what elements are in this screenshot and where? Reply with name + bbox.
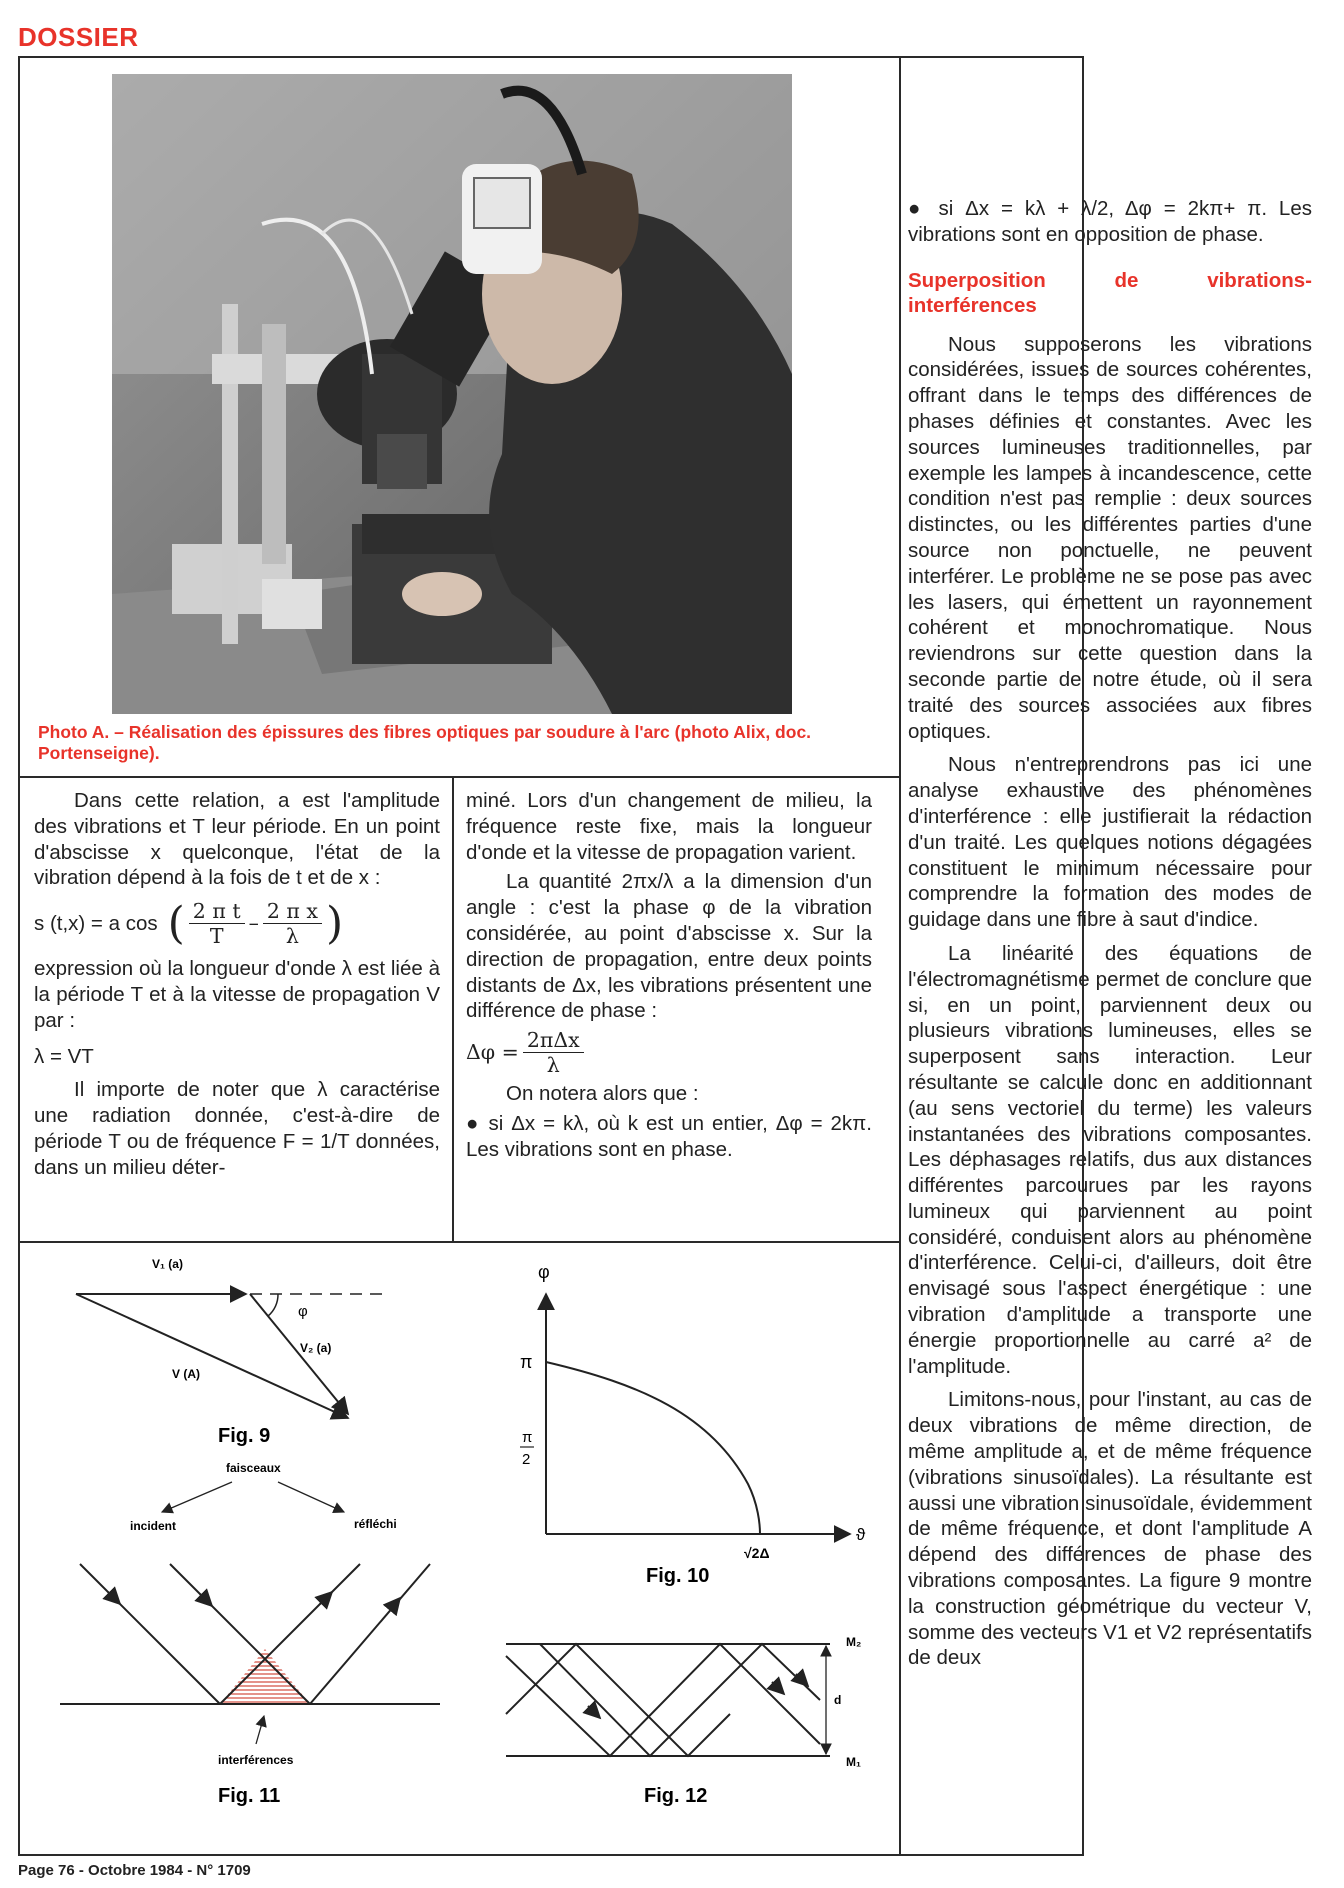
pointer-interferences [256,1716,264,1744]
figure-10 [520,1262,866,1587]
label-faisceaux: faisceaux [226,1461,281,1475]
column-divider-right [899,56,901,1856]
figure-11 [60,1461,440,1807]
paragraph: Nous supposerons les vibrations considérées, issues de sources cohérentes, offrant dans le temps des différences de phases définies et constantes. Avec les sources lumineuses traditionnelles, par exemple les lampes à incandescence, cette condition n'est pas remplie : deux sources distinctes, ou les différentes parties d'une source non ponctuelle, ne peuvent interférer. Le problème ne se pose pas avec les lasers, qui émettent un rayonnement cohérent et monochromatique. Nous reviendrons sur cette question dans la seconde partie de notre étude, où il sera traité des sources associées aux fibres optiques. [908,332,1312,743]
tick-pi-half-num: π [522,1429,533,1446]
equation-wave [34,899,440,948]
ray-arrow [200,1594,212,1606]
label-interferences: interférences [218,1753,294,1767]
interference-zone [220,1649,310,1704]
fig12-caption: Fig. 12 [644,1785,708,1807]
ray [80,1564,220,1704]
paragraph: On notera alors que : [506,1082,699,1106]
paragraph: Dans cette relation, a est l'amplitude des vibrations et T leur période. En un point d'abscisse x quelconque, l'état de la vibration dépend à la fois de t et de x : [34,789,440,890]
label-m2: M₂ [846,1635,862,1649]
equation-lhs: Δφ = [466,1039,519,1064]
pointer-incident [162,1482,232,1512]
column-2 [466,788,872,1163]
figure-12 [506,1635,861,1807]
column-divider-left [452,776,454,1242]
paragraph: Il importe de noter que λ caractérise une radiation donnée, c'est-à-dire de période T ou de fréquence F = 1/T données, dans un milieu déter- [34,1078,440,1179]
label-v: V (A) [172,1367,200,1381]
paragraph: Limitons-nous, pour l'instant, au cas de deux vibrations de même direction, de même amplitude a, et de même fréquence (vibrations sinusoïdales). La résultante est aussi une vibration sinusoïdale, évidemment de même fréquence, et dont l'amplitude A dépend des différences de phase des vibrations composantes. La figure 9 montre la construction géométrique du vecteur V, somme des vecteurs V1 et V2 représentatifs de deux [908,1388,1312,1670]
phi-arc [268,1294,278,1316]
paren-open: ( [167,897,185,949]
pointer-reflechi [278,1482,344,1512]
bullet-opposition: ● si Δx = kλ + λ/2, Δφ = 2kπ+ π. Les vibrations sont en opposition de phase. [908,197,1312,246]
guided-ray-1 [506,1644,820,1756]
figure-9 [76,1257,390,1447]
section-heading: Superposition de vibrations-interférences [908,268,1312,317]
label-v2: V₂ (a) [300,1341,332,1355]
tick-pi: π [520,1352,533,1372]
guided-ray-3 [506,1644,730,1756]
fraction-num: 2πΔx [523,1028,584,1053]
fig10-caption: Fig. 10 [646,1565,710,1587]
label-d: d [834,1693,842,1707]
ray-arrow [390,1598,400,1610]
photo-caption: Photo A. – Réalisation des épissures des fibres optiques par soudure à l'arc (photo Alix, doc. Portenseigne). [38,722,812,763]
fig9-caption: Fig. 9 [218,1425,271,1447]
caption-divider [18,776,900,778]
fraction-num: 2 π x [263,899,322,924]
label-incident: incident [130,1519,177,1533]
paragraph: expression où la longueur d'onde λ est liée à la période T et à la vitesse de propagation V par : [34,957,440,1032]
tick-pi-half-den: 2 [522,1451,531,1468]
column-3 [908,196,1312,1671]
ray-arrow [320,1592,332,1604]
fraction-den: T [209,924,224,949]
x-axis-label: ϑ [856,1525,866,1544]
fraction-den: λ [285,924,299,949]
ray-arrow [588,1706,600,1718]
paragraph: miné. Lors d'un changement de milieu, la fréquence reste fixe, mais la longueur d'onde et la vitesse de propagation varient. [466,789,872,864]
photo-arc-splicing [112,74,792,714]
paragraph: La linéarité des équations de l'électromagnétisme permet de conclure que si, en un point, parviennent deux ou plusieurs vibrations lumineuses, elles se superposent sans interaction. Leur résultante se calcule donc en additionnant (au sens vectoriel du terme) les valeurs instantanées des vibrations composantes. Les déphasages relatifs, dus aux distances différentes parcourues par les rayons lumineux qui parviennent au point considéré, conduisent alors au phénomène d'interférence. Celui-ci, d'ailleurs, doit être envisagé sous l'aspect énergétique : une vibration d'amplitude a transporte une énergie proportionnelle au carré a² de l'amplitude. [908,941,1312,1378]
section-title: DOSSIER [18,22,139,52]
minus-sign: – [248,910,259,935]
fig11-caption: Fig. 11 [218,1785,281,1807]
label-phi: φ [298,1303,308,1320]
fraction-den: λ [546,1053,560,1078]
paragraph: La quantité 2πx/λ a la dimension d'un angle : c'est la phase φ de la vibration considérée, au point d'abscisse x. Sur la direction de propagation, entre deux points distants de Δx, les vibrations présentent une différence de phase : [466,870,872,1023]
fraction-space [263,899,322,948]
guided-ray-2 [540,1644,820,1756]
x-tick-sqrt: √2Δ [744,1545,770,1561]
paren-close: ) [325,897,344,949]
y-axis-label: φ [538,1262,550,1282]
label-m1: M₁ [846,1755,861,1769]
phase-curve [546,1362,760,1534]
equation-phase [466,1028,872,1077]
photo-illustration [112,74,792,714]
figures-divider [18,1241,900,1243]
label-reflechi: réfléchi [354,1517,397,1531]
equation-lhs: s (t,x) = a cos [34,911,158,935]
label-v1: V₁ (a) [152,1257,183,1271]
ray [310,1564,430,1704]
paragraph: Nous n'entreprendrons pas ici une analyse exhaustive des phénomènes d'interférence : elle justifierait la rédaction d'un traité. Les quelques notions dégagées constituent le minimum nécessaire pour comprendre la formation des modes de guidage dans une fibre à saut d'indice. [908,753,1312,932]
page-footer: Page 76 - Octobre 1984 - N° 1709 [18,1862,251,1879]
ray-arrow [108,1592,120,1604]
fraction-phase [523,1028,584,1077]
ray-arrow [772,1682,784,1694]
figures-panel [20,1244,898,1854]
equation-lambda: λ = VT [34,1044,94,1068]
fraction-num: 2 π t [189,899,245,924]
fraction-time [189,899,245,948]
bullet-in-phase: ● si Δx = kλ, où k est un entier, Δφ = 2kπ. Les vibrations sont en phase. [466,1111,872,1161]
ray-arrow [796,1674,808,1686]
column-1 [34,788,440,1181]
